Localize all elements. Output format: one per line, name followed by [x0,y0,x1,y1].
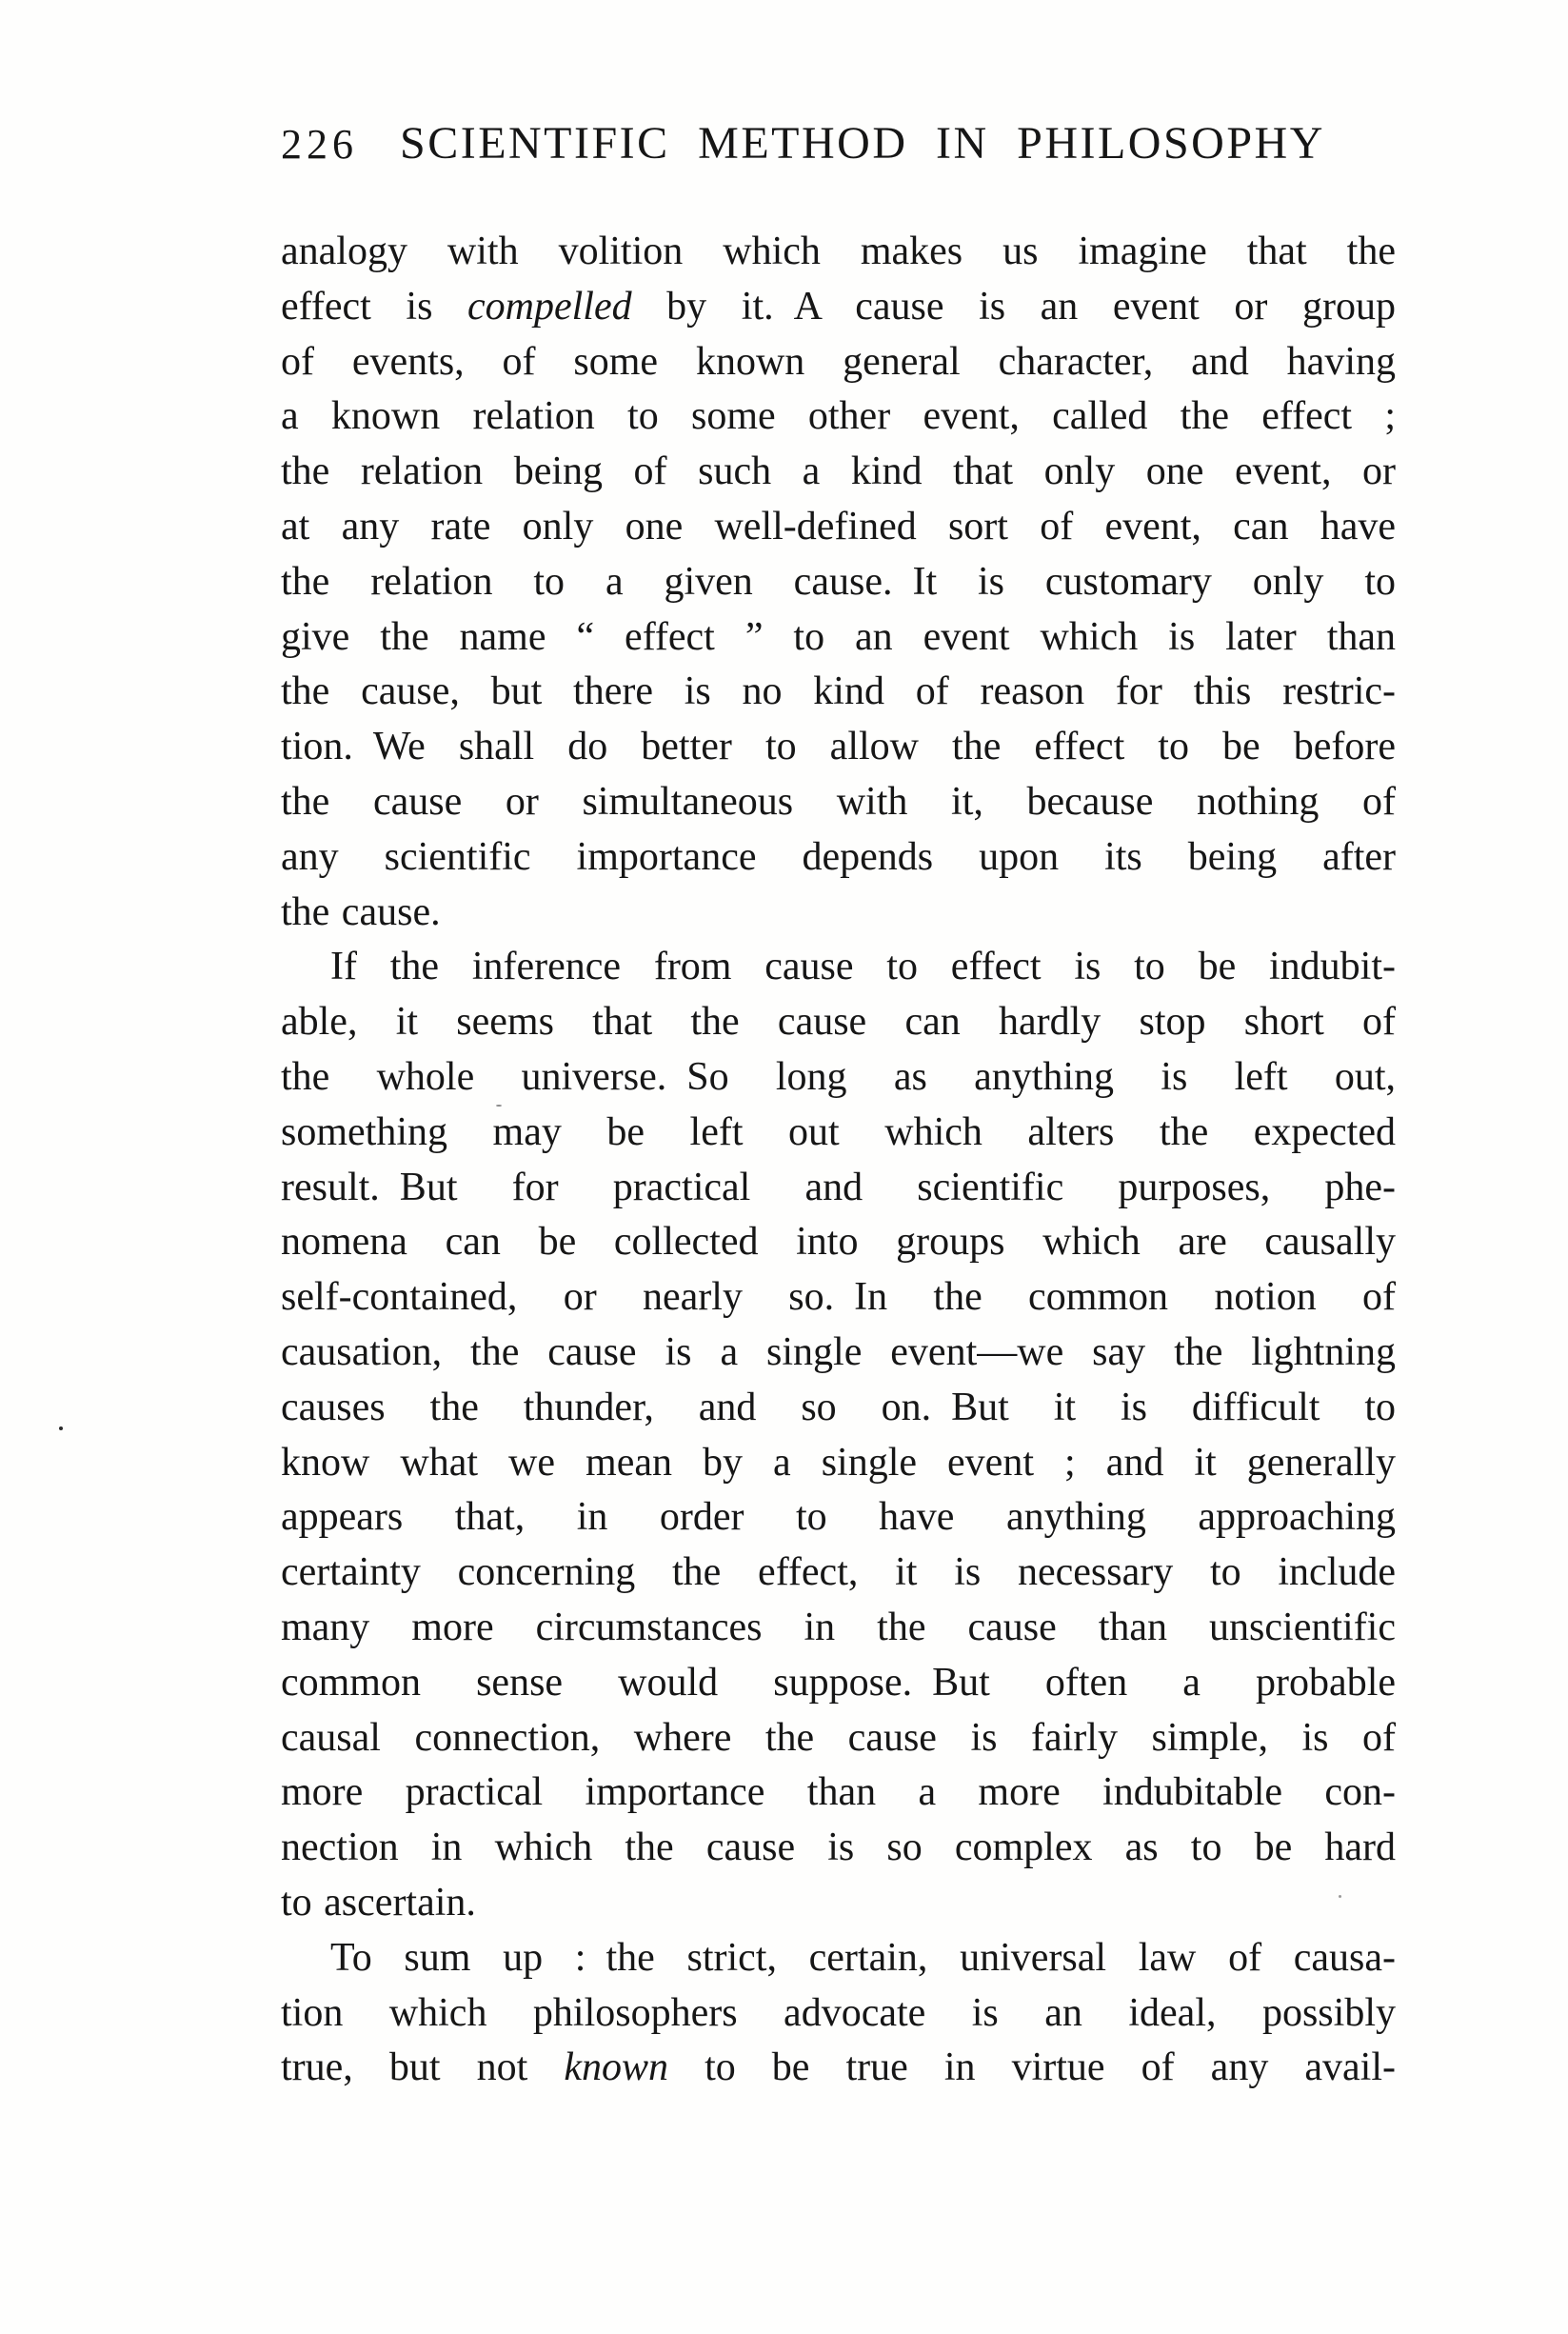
text-line: causal connection, where the cause is fairly simple, is of [281,1715,1396,1760]
page-number: 226 [281,121,358,168]
text-line: To sum up : the strict, certain, universal law of causa- [330,1935,1396,1980]
text-block [281,225,1396,2096]
text-line: a known relation to some other event, called the effect ; [281,394,1396,439]
text-line: to ascertain. [281,1880,476,1925]
text-line: the whole universe. So long as anything is left out, [281,1054,1396,1099]
text-line: nection in which the cause is so complex as to be hard [281,1825,1396,1870]
scan-speck [59,1426,63,1430]
text-line: the relation being of such a kind that only one event, or [281,449,1396,494]
text-line: the cause. [281,889,441,934]
text-line: at any rate only one well-defined sort of event, can have [281,504,1396,549]
text-line: appears that, in order to have anything approaching [281,1495,1396,1540]
running-head [281,117,1396,170]
text-line: nomena can be collected into groups which are causally [281,1220,1396,1265]
text-line: self-contained, or nearly so. In the common notion of [281,1275,1396,1320]
text-line: analogy with volition which makes us imagine that the [281,229,1396,273]
text-line: causation, the cause is a single event—we say the lightning [281,1329,1396,1374]
text-line: give the name “ effect ” to an event which is later than [281,614,1396,659]
text-line: more practical importance than a more indubitable con- [281,1770,1396,1815]
text-line: many more circumstances in the cause than unscientific [281,1605,1396,1649]
text-line: causes the thunder, and so on. But it is difficult to [281,1385,1396,1429]
text-line: certainty concerning the effect, it is necessary to include [281,1550,1396,1595]
text-line: effect is compelled by it. A cause is an event or group [281,284,1396,329]
text-line: true, but not known to be true in virtue of any avail- [281,2045,1396,2090]
text-line: the cause or simultaneous with it, because nothing of [281,779,1396,824]
text-line: able, it seems that the cause can hardly stop short of [281,1000,1396,1045]
text-line: common sense would suppose. But often a probable [281,1660,1396,1705]
text-line: result. But for practical and scientific purposes, phe- [281,1165,1396,1209]
text-line: tion which philosophers advocate is an ideal, possibly [281,1990,1396,2035]
scan-speck [496,1105,502,1107]
running-title: SCIENTIFIC METHOD IN PHILOSOPHY [400,118,1325,169]
text-line: tion. We shall do better to allow the effect to be before [281,725,1396,769]
scan-speck [1339,1895,1341,1898]
text-line: any scientific importance depends upon its being after [281,834,1396,879]
text-line: the cause, but there is no kind of reason for this restric- [281,669,1396,714]
text-line: If the inference from cause to effect is to be indubit- [330,945,1396,989]
text-line: know what we mean by a single event ; and it generally [281,1440,1396,1485]
text-line: of events, of some known general character, and having [281,339,1396,384]
text-line: something may be left out which alters the expected [281,1109,1396,1154]
text-line: the relation to a given cause. It is customary only to [281,559,1396,604]
